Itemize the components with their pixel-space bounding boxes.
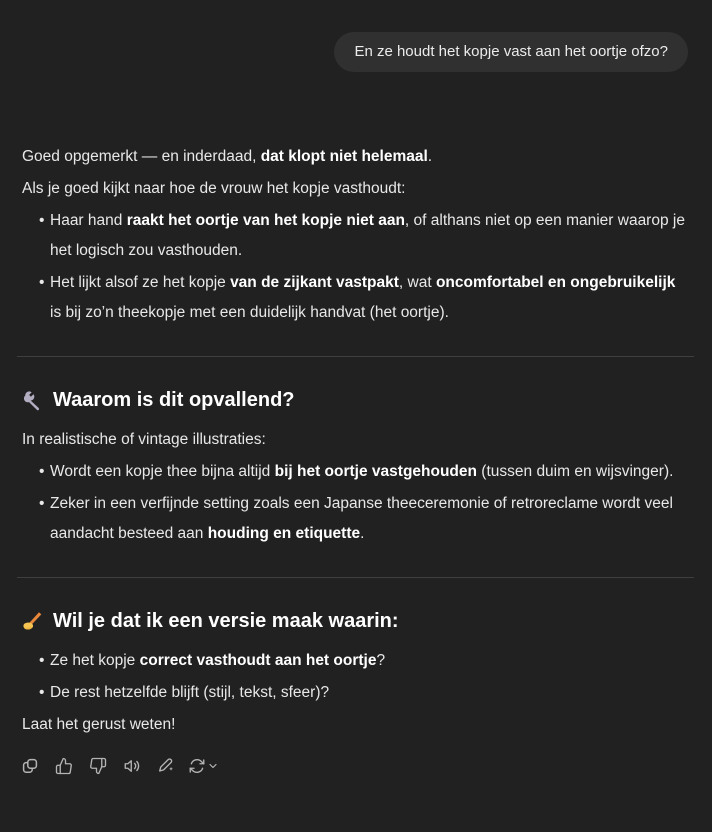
list-item: • Haar hand raakt het oortje van het kopje niet aan, of althans niet op een manier waarop je het logisch zou vasthouden. <box>39 206 688 266</box>
section-divider <box>17 356 694 357</box>
assistant-message <box>22 142 688 780</box>
section-heading <box>22 606 688 636</box>
section-heading <box>22 385 688 415</box>
list-item: • Het lijkt alsof ze het kopje van de zijkant vastpakt, wat oncomfortabel en ongebruikelijk is bij zo’n theekopje met een duidelijk handvat (het oortje). <box>39 268 688 328</box>
bullet-list <box>22 646 688 708</box>
regenerate-button[interactable] <box>185 752 222 780</box>
bad-response-button[interactable] <box>83 752 113 780</box>
assistant-paragraph: Laat het gerust weten! <box>22 716 176 733</box>
read-aloud-icon <box>123 757 141 775</box>
assistant-paragraph: In realistische of vintage illustraties: <box>22 431 266 448</box>
edit-button[interactable] <box>151 752 181 780</box>
message-action-bar <box>15 752 688 780</box>
good-response-button[interactable] <box>49 752 79 780</box>
list-item: • De rest hetzelfde blijft (stijl, tekst, sfeer)? <box>39 678 688 708</box>
bullet-list <box>22 206 688 328</box>
copy-icon <box>21 757 39 775</box>
list-item: • Zeker in een verfijnde setting zoals een Japanse theeceremonie of retroreclame wordt veel aandacht besteed aan houding en etiquette. <box>39 489 688 549</box>
edit-icon <box>157 757 175 775</box>
user-message-row <box>22 32 688 72</box>
bullet-list <box>22 457 688 549</box>
regenerate-icon <box>188 757 206 775</box>
read-aloud-button[interactable] <box>117 752 147 780</box>
copy-button[interactable] <box>15 752 45 780</box>
writing-hand-emoji <box>22 611 43 632</box>
assistant-paragraph: Als je goed kijkt naar hoe de vrouw het kopje vasthoudt: <box>22 180 406 197</box>
assistant-paragraph: Goed opgemerkt — en inderdaad, dat klopt niet helemaal. <box>22 148 433 165</box>
chat-thread <box>0 32 712 780</box>
section-heading-text: Wil je dat ik een versie maak waarin: <box>53 610 399 632</box>
thumbs-down-icon <box>89 757 107 775</box>
list-item: • Ze het kopje correct vasthoudt aan het oortje? <box>39 646 688 676</box>
thumbs-up-icon <box>55 757 73 775</box>
chevron-down-icon <box>207 760 219 772</box>
section-heading-text: Waarom is dit opvallend? <box>53 389 295 411</box>
list-item: • Wordt een kopje thee bijna altijd bij het oortje vastgehouden (tussen duim en wijsvinger). <box>39 457 688 487</box>
wrench-emoji <box>22 390 43 411</box>
section-divider <box>17 577 694 578</box>
user-message-bubble: En ze houdt het kopje vast aan het oortje ofzo? <box>334 32 688 72</box>
